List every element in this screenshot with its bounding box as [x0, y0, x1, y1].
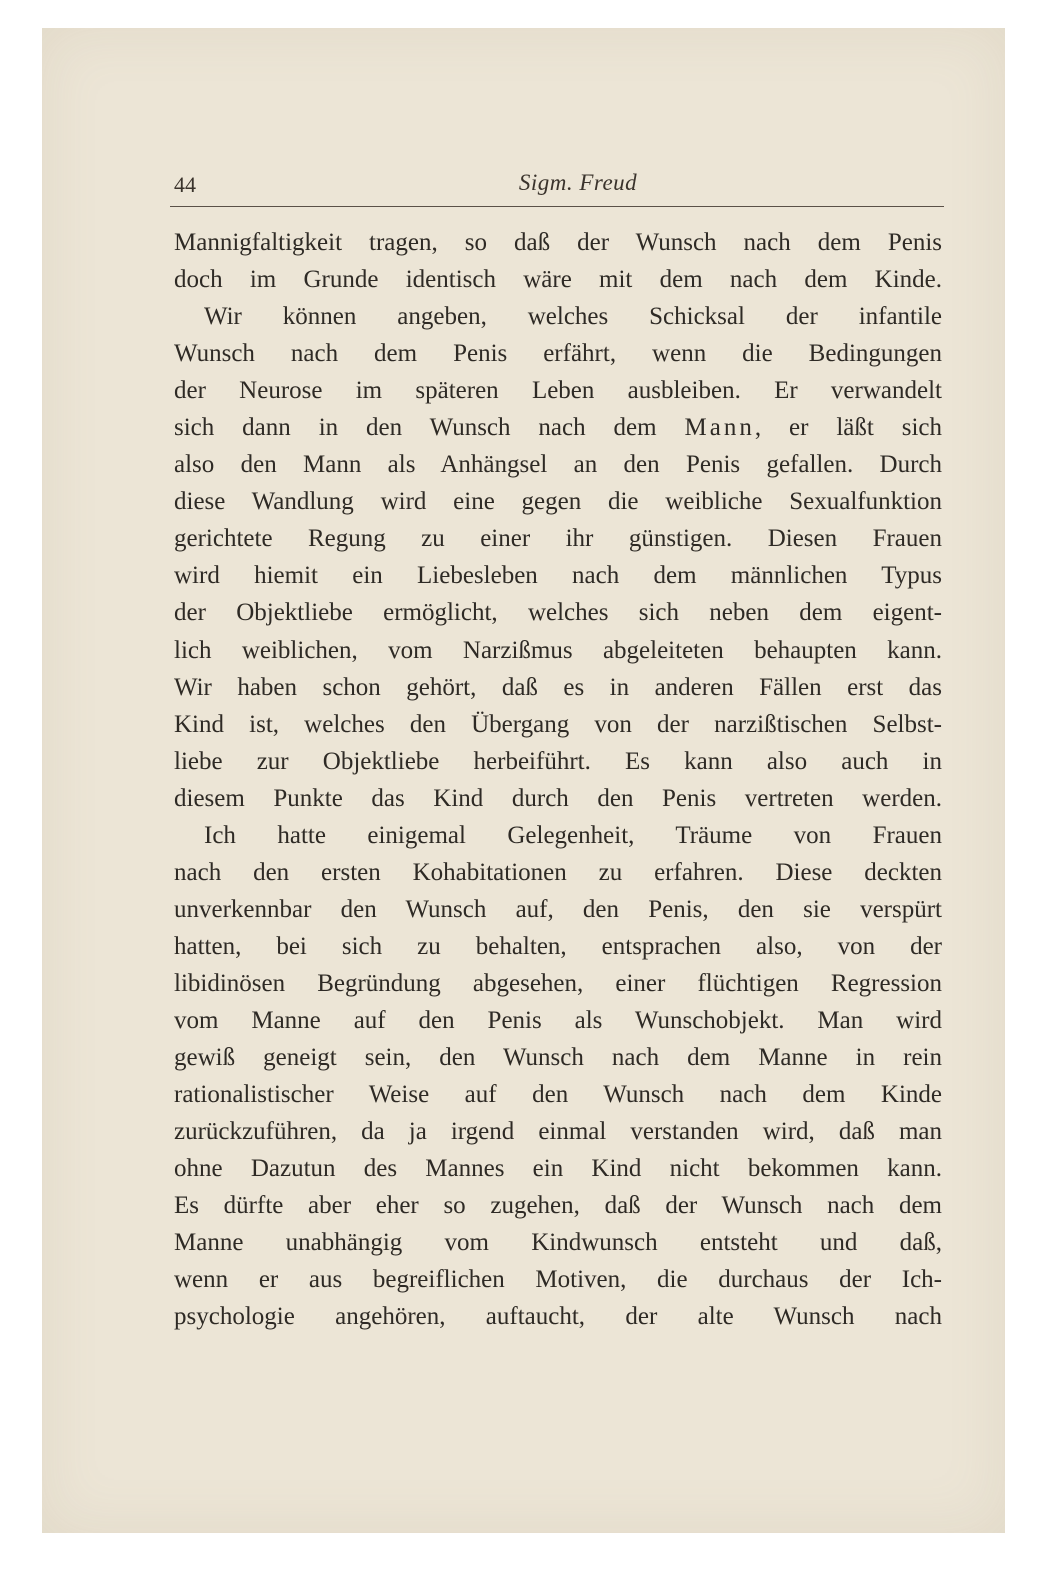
text-line: zurückzuführen, da ja irgend einmal verstanden wird, daß man	[174, 1118, 942, 1146]
text-line: gewiß geneigt sein, den Wunsch nach dem Manne in rein	[174, 1044, 942, 1072]
text-line: vom Manne auf den Penis als Wunschobjekt. Man wird	[174, 1006, 942, 1034]
text-line: wenn er aus begreiflichen Motiven, die durchaus der Ich-	[174, 1266, 942, 1294]
text-line: hatten, bei sich zu behalten, entsprachen also, von der	[174, 932, 942, 960]
page-number: 44	[174, 172, 196, 197]
text-line: wird hiemit ein Liebesleben nach dem männlichen Typus	[174, 562, 942, 590]
text-line: also den Mann als Anhängsel an den Penis gefallen. Durch	[174, 451, 942, 479]
text-line: Mannigfaltigkeit tragen, so daß der Wunsch nach dem Penis	[174, 229, 942, 256]
text-line: Wunsch nach dem Penis erfährt, wenn die Bedingungen	[174, 340, 942, 368]
body-text	[174, 224, 942, 1335]
text-line: Ich hatte einigemal Gelegenheit, Träume von Frauen	[204, 821, 942, 849]
text-segment: sich dann in den Wunsch nach dem	[174, 414, 657, 442]
text-line: doch im Grunde identisch wäre mit dem nach dem Kinde.	[174, 266, 942, 294]
text-line: Es dürfte aber eher so zugehen, daß der Wunsch nach dem	[174, 1192, 942, 1220]
text-line: psychologie angehören, auftaucht, der alte Wunsch nach	[174, 1303, 942, 1331]
text-segment: , er läßt sich	[754, 414, 942, 442]
text-line: diese Wandlung wird eine gegen die weibliche Sexualfunktion	[174, 488, 942, 516]
text-line: der Objektliebe ermöglicht, welches sich neben dem eigent-	[174, 599, 942, 627]
header-rule	[170, 206, 944, 207]
text-line: rationalistischer Weise auf den Wunsch nach dem Kinde	[174, 1081, 942, 1109]
page-header	[174, 170, 942, 200]
text-line: der Neurose im späteren Leben ausbleiben. Er verwandelt	[174, 377, 942, 405]
emphasized-word: Mann	[684, 414, 755, 442]
text-line	[174, 409, 942, 446]
text-line: Manne unabhängig vom Kindwunsch entsteht und daß,	[174, 1229, 942, 1257]
text-line: ohne Dazutun des Mannes ein Kind nicht bekommen kann.	[174, 1155, 942, 1183]
text-line: libidinösen Begründung abgesehen, einer flüchtigen Regression	[174, 969, 942, 997]
text-line: lich weiblichen, vom Narzißmus abgeleiteten behaupten kann.	[174, 636, 942, 664]
text-line: liebe zur Objektliebe herbeiführt. Es kann also auch in	[174, 747, 942, 775]
text-line: Kind ist, welches den Übergang von der narzißtischen Selbst-	[174, 710, 942, 738]
running-head: Sigm. Freud	[518, 170, 638, 195]
text-line: unverkennbar den Wunsch auf, den Penis, den sie verspürt	[174, 895, 942, 923]
text-line: nach den ersten Kohabitationen zu erfahren. Diese deckten	[174, 858, 942, 886]
text-line: gerichtete Regung zu einer ihr günstigen. Diesen Frauen	[174, 525, 942, 553]
text-line: Wir haben schon gehört, daß es in anderen Fällen erst das	[174, 673, 942, 701]
text-line: diesem Punkte das Kind durch den Penis vertreten werden.	[174, 784, 942, 812]
text-line: Wir können angeben, welches Schicksal der infantile	[204, 303, 942, 331]
